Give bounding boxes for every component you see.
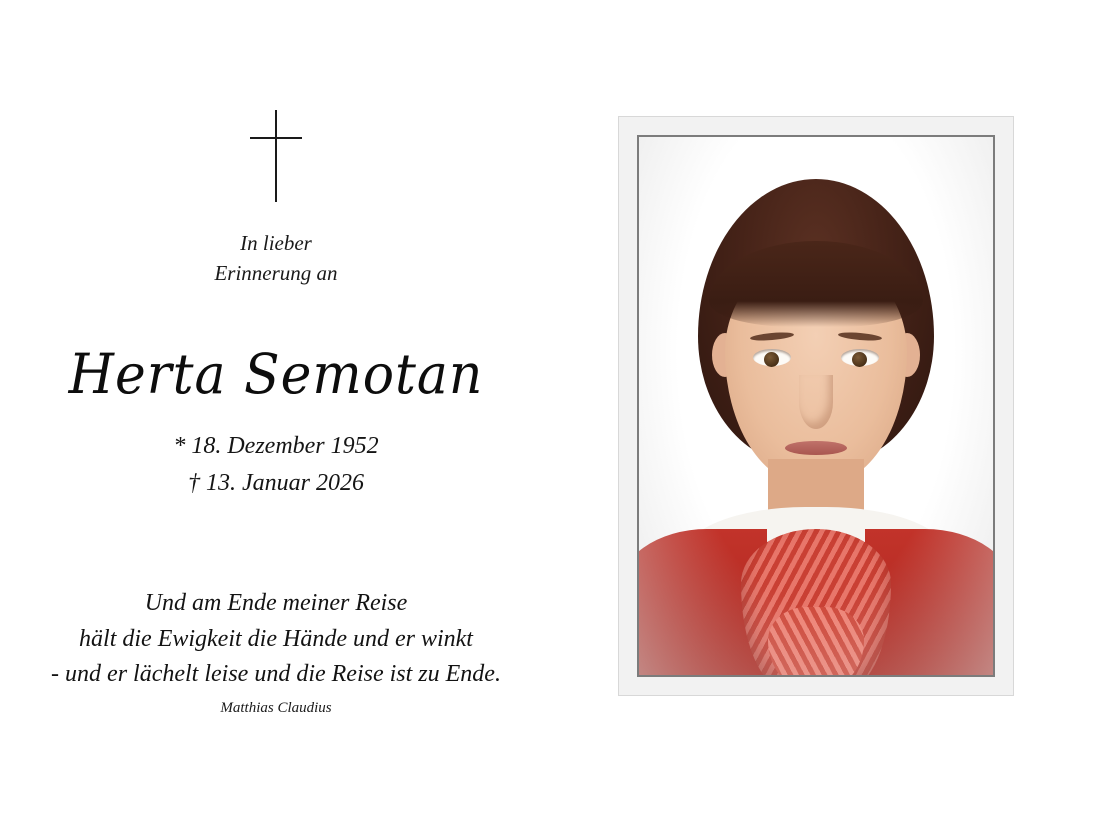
memorial-intro-line-2: Erinnerung an — [214, 261, 338, 286]
mouth — [785, 441, 847, 455]
nose — [799, 375, 833, 429]
birth-date: * 18. Dezember 1952 — [173, 433, 379, 459]
memorial-intro — [0, 228, 552, 289]
iris-left — [764, 352, 779, 367]
verse-line-2: hält die Ewigkeit die Hände und er winkt — [79, 625, 473, 652]
memorial-intro-line-1: In lieber — [240, 231, 312, 255]
eye-left — [753, 349, 791, 366]
iris-right — [852, 352, 867, 367]
verse-line-1: Und am Ende meiner Reise — [144, 590, 408, 616]
memorial-verse — [0, 586, 552, 693]
portrait-frame-border — [637, 135, 995, 677]
scarf-knot — [768, 607, 864, 675]
deceased-name: Herta Semotan — [68, 343, 484, 407]
portrait-photo — [639, 137, 993, 675]
portrait-frame — [618, 116, 1014, 696]
death-date: † 13. Januar 2026 — [188, 470, 364, 497]
verse-author: Matthias Claudius — [220, 700, 332, 716]
verse-line-3: - und er lächelt leise und die Reise ist zu Ende. — [51, 661, 501, 688]
life-dates — [0, 428, 552, 502]
eye-right — [841, 349, 879, 366]
christian-cross-icon — [275, 110, 277, 202]
